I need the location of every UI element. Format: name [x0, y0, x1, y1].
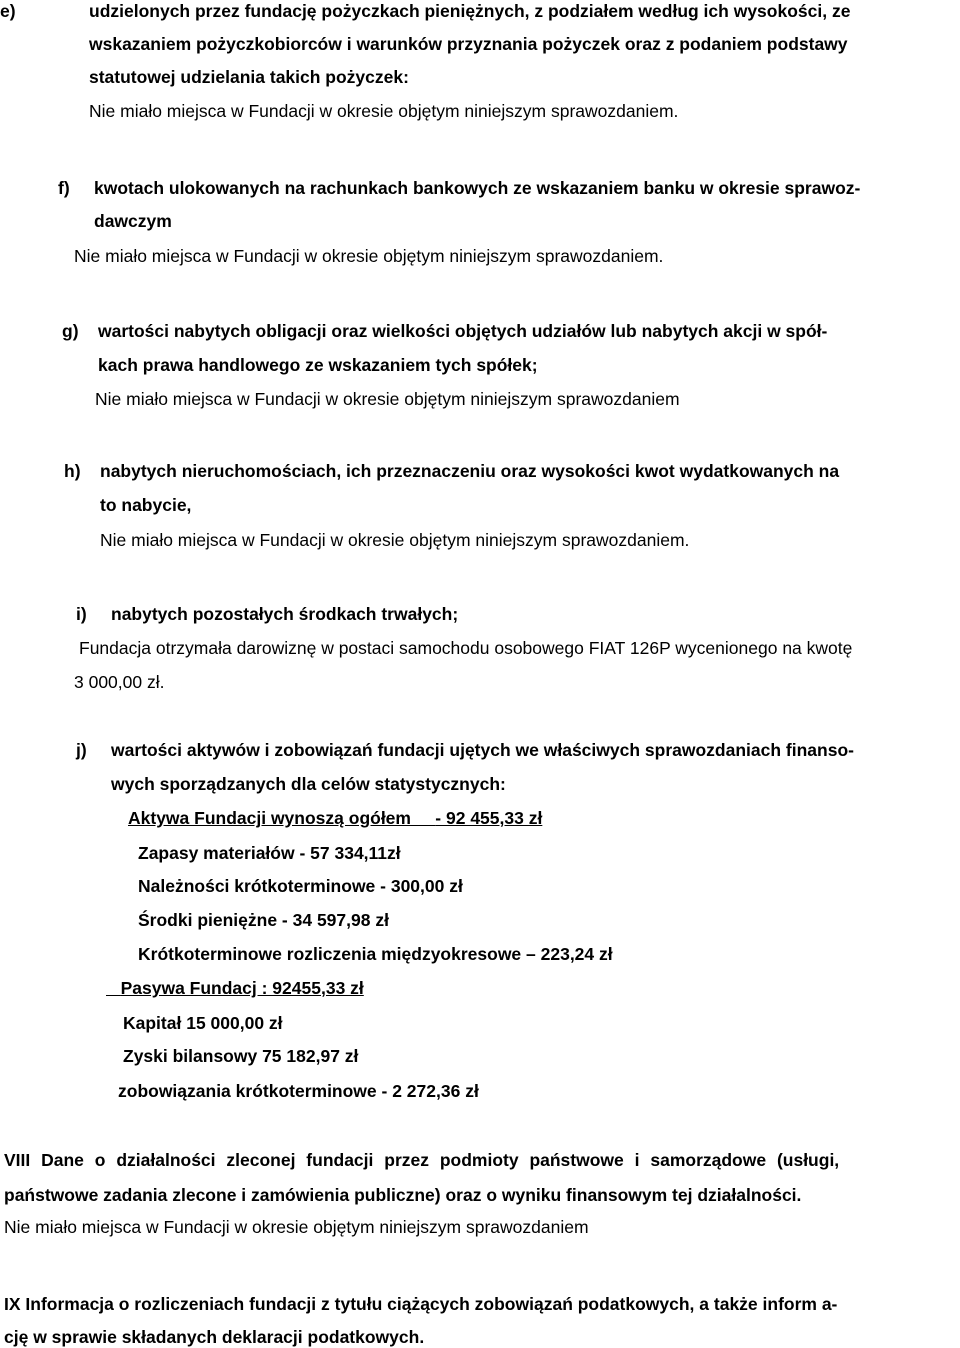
item-body-h: Nie miało miejsca w Fundacji w okresie objętym niniejszym sprawozdaniem.	[100, 530, 690, 550]
item-heading-e-line2: wskazaniem pożyczkobiorców i warunków przyznania pożyczek oraz z podaniem podstawy	[89, 34, 848, 54]
liabilities-item-capital: Kapitał 15 000,00 zł	[123, 1013, 283, 1033]
item-body-e: Nie miało miejsca w Fundacji w okresie objętym niniejszym sprawozdaniem.	[89, 101, 679, 121]
liabilities-item-short-term: zobowiązania krótkoterminowe - 2 272,36 zł	[118, 1081, 479, 1101]
section-viii-heading-text: VIII Dane o działalności zleconej fundacji przez podmioty państwowe i samorządowe (usługi,	[4, 1150, 840, 1170]
assets-total-value: - 92 455,33 zł	[435, 808, 543, 828]
item-label-e: e)	[0, 1, 16, 21]
item-label-h: h)	[64, 461, 81, 481]
item-heading-j-line2: wych sporządzanych dla celów statystycznych:	[111, 774, 506, 794]
section-viii-heading-line1	[4, 1149, 953, 1171]
item-body-i-line1: Fundacja otrzymała darowiznę w postaci samochodu osobowego FIAT 126P wycenionego na kwotę	[79, 638, 853, 658]
assets-item-receivables: Należności krótkoterminowe - 300,00 zł	[138, 876, 463, 896]
item-label-f: f)	[58, 178, 70, 198]
liabilities-item-profit: Zyski bilansowy 75 182,97 zł	[123, 1046, 359, 1066]
item-heading-j-line1: wartości aktywów i zobowiązań fundacji ujętych we właściwych sprawozdaniach finanso-	[111, 740, 854, 760]
assets-total-label: Aktywa Fundacji wynoszą ogółem - 92 455,33 zł	[128, 808, 543, 828]
item-body-i-line2: 3 000,00 zł.	[74, 672, 165, 692]
item-body-f: Nie miało miejsca w Fundacji w okresie objętym niniejszym sprawozdaniem.	[74, 246, 664, 266]
item-heading-g-line1: wartości nabytych obligacji oraz wielkości objętych udziałów lub nabytych akcji w spół-	[98, 321, 828, 341]
item-heading-f-line1: kwotach ulokowanych na rachunkach bankowych ze wskazaniem banku w okresie sprawoz-	[94, 178, 861, 198]
item-label-j: j)	[76, 740, 87, 760]
item-heading-h-line1: nabytych nieruchomościach, ich przeznaczeniu oraz wysokości kwot wydatkowanych na	[100, 461, 840, 481]
section-viii-body: Nie miało miejsca w Fundacji w okresie objętym niniejszym sprawozdaniem	[4, 1217, 589, 1237]
item-heading-e-line1: udzielonych przez fundację pożyczkach pieniężnych, z podziałem według ich wysokości, ze	[89, 1, 851, 21]
assets-item-cash: Środki pieniężne - 34 597,98 zł	[138, 910, 389, 930]
assets-item-accruals: Krótkoterminowe rozliczenia międzyokresowe – 223,24 zł	[138, 944, 613, 964]
section-ix-heading-line1: IX Informacja o rozliczeniach fundacji z tytułu ciążących zobowiązań podatkowych, a także inform a-	[4, 1294, 838, 1314]
item-heading-f-line2: dawczym	[94, 211, 172, 231]
item-heading-e-line3: statutowej udzielania takich pożyczek:	[89, 67, 409, 87]
item-heading-h-line2: to nabycie,	[100, 495, 192, 515]
item-body-g: Nie miało miejsca w Fundacji w okresie objętym niniejszym sprawozdaniem	[95, 389, 680, 409]
assets-item-inventory: Zapasy materiałów - 57 334,11zł	[138, 843, 401, 863]
item-label-i: i)	[76, 604, 87, 624]
liabilities-total: Pasywa Fundacj : 92455,33 zł	[120, 978, 364, 998]
section-ix-heading-line2: cję w sprawie składanych deklaracji podatkowych.	[4, 1327, 425, 1347]
item-heading-i: nabytych pozostałych środkach trwałych;	[111, 604, 459, 624]
item-heading-g-line2: kach prawa handlowego ze wskazaniem tych spółek;	[98, 355, 538, 375]
item-label-g: g)	[62, 321, 79, 341]
section-viii-heading-line2: państwowe zadania zlecone i zamówienia publiczne) oraz o wyniku finansowym tej działalności.	[4, 1185, 802, 1205]
